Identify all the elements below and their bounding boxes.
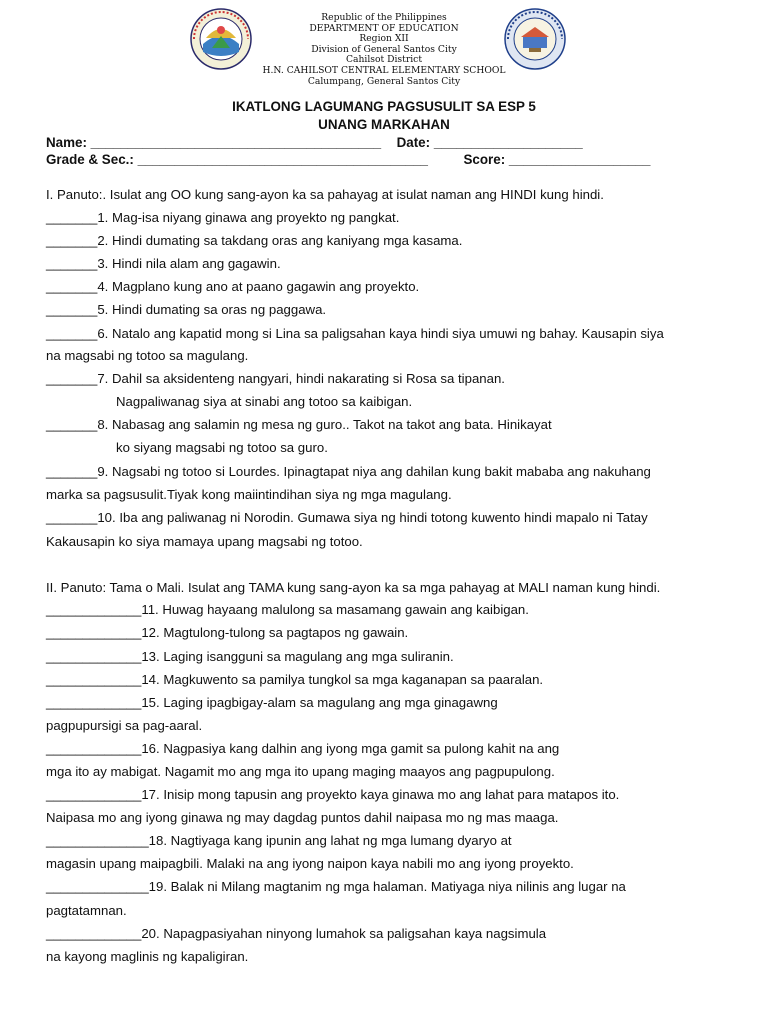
part1-item-continuation: na magsabi ng totoo sa magulang. bbox=[46, 348, 249, 363]
part2-item-continuation: na kayong maglinis ng kapaligiran. bbox=[46, 949, 249, 964]
part2-item: _____________14. Magkuwento sa pamilya tungkol sa mga kaganapan sa paaralan. bbox=[46, 672, 544, 687]
part2-item: ______________19. Balak ni Milang magtanim ng mga halaman. Matiyaga niya nilinis ang lugar na bbox=[46, 879, 626, 894]
part2-item-continuation: mga ito ay mabigat. Nagamit mo ang mga ito upang maging maayos ang pagpupulong. bbox=[46, 764, 555, 779]
part1-item: _______5. Hindi dumating sa oras ng paggawa. bbox=[46, 302, 327, 317]
letterhead-line: Republic of the Philippines bbox=[321, 12, 447, 23]
part1-item: _______10. Iba ang paliwanag ni Norodin. Gumawa siya ng hindi totong kuwento hindi mapalo ni Tatay bbox=[46, 510, 648, 525]
letterhead-line: Region XII bbox=[359, 33, 409, 45]
part2-item: _____________17. Inisip mong tapusin ang proyekto kaya ginawa mo ang lahat para matapos ito. bbox=[46, 787, 620, 802]
name-field[interactable]: _______________________________________ bbox=[90, 135, 382, 150]
part2-item: _____________11. Huwag hayaang malulong sa masamang gawain ang kaibigan. bbox=[46, 602, 529, 617]
part1-item-continuation: marka sa pagsusulit.Tiyak kong maiintindihan siya ng mga magulang. bbox=[46, 487, 452, 502]
exam-subtitle: UNANG MARKAHAN bbox=[318, 117, 450, 132]
part1-item: _______6. Natalo ang kapatid mong si Lina sa paligsahan kaya hindi siya umuwi ng bahay. Kausapin siya bbox=[46, 326, 664, 341]
part2-item-continuation: pagtatamnan. bbox=[46, 903, 127, 918]
name-label: Name: bbox=[46, 135, 87, 150]
part1-item-continuation: ko siyang magsabi ng totoo sa guro. bbox=[116, 440, 328, 455]
part2-instruction: II. Panuto: Tama o Mali. Isulat ang TAMA kung sang-ayon ka sa mga pahayag at MALI naman kung hindi. bbox=[46, 580, 661, 595]
part1-item: _______2. Hindi dumating sa takdang oras ang kaniyang mga kasama. bbox=[46, 233, 463, 248]
part1-item: _______7. Dahil sa aksidenteng nangyari, hindi nakarating si Rosa sa tipanan. bbox=[46, 371, 505, 386]
part1-item: _______8. Nabasag ang salamin ng mesa ng guro.. Takot na takot ang bata. Hinikayat bbox=[46, 417, 552, 432]
date-field[interactable]: ____________________ bbox=[433, 135, 583, 150]
part2-item-continuation: pagpupursigi sa pag-aaral. bbox=[46, 718, 203, 733]
letterhead-line: Calumpang, General Santos City bbox=[307, 75, 461, 87]
part2-item-continuation: Naipasa mo ang iyong ginawa ng may dagdag puntos dahil naipasa mo ng mas maaga. bbox=[46, 810, 559, 825]
part2-item: _____________13. Laging isangguni sa magulang ang mga suliranin. bbox=[46, 649, 454, 664]
part1-item: _______1. Mag-isa niyang ginawa ang proyekto ng pangkat. bbox=[46, 210, 400, 225]
part2-item: _____________20. Napagpasiyahan ninyong lumahok sa paligsahan kaya nagsimula bbox=[46, 926, 547, 941]
part1-item: _______9. Nagsabi ng totoo si Lourdes. Ipinagtapat niya ang dahilan kung bakit mababa ang nakuhang bbox=[46, 464, 651, 479]
part2-item: _____________15. Laging ipagbigay-alam sa magulang ang mga ginagawng bbox=[46, 695, 498, 710]
grade-field[interactable]: _______________________________________ bbox=[137, 152, 429, 167]
exam-title: IKATLONG LAGUMANG PAGSUSULIT SA ESP 5 bbox=[232, 99, 536, 114]
letterhead-line: Cahilsot District bbox=[345, 54, 423, 66]
part1-item-continuation: Nagpaliwanag siya at sinabi ang totoo sa kaibigan. bbox=[116, 394, 413, 409]
part1-item: _______3. Hindi nila alam ang gagawin. bbox=[46, 256, 281, 271]
part1-item: _______4. Magplano kung ano at paano gagawin ang proyekto. bbox=[46, 279, 420, 294]
grade-label: Grade & Sec.: bbox=[46, 152, 134, 167]
part1-instruction: I. Panuto:. Isulat ang OO kung sang-ayon ka sa pahayag at isulat naman ang HINDI kung hindi. bbox=[46, 187, 604, 202]
letterhead-line: DEPARTMENT OF EDUCATION bbox=[309, 22, 459, 34]
letterhead-line: Division of General Santos City bbox=[311, 43, 457, 55]
name-date-row bbox=[46, 135, 583, 150]
date-label: Date: bbox=[396, 135, 431, 150]
letterhead-line: H.N. CAHILSOT CENTRAL ELEMENTARY SCHOOL bbox=[262, 64, 506, 76]
part2-item: _____________16. Nagpasiya kang dalhin ang iyong mga gamit sa pulong kahit na ang bbox=[46, 741, 560, 756]
grade-score-row bbox=[46, 152, 650, 167]
part2-item: ______________18. Nagtiyaga kang ipunin ang lahat ng mga lumang dyaryo at bbox=[46, 833, 512, 848]
score-field[interactable]: ___________________ bbox=[508, 152, 651, 167]
part1-item-continuation: Kakausapin ko siya mamaya upang magsabi ng totoo. bbox=[46, 534, 363, 549]
part2-item: _____________12. Magtulong-tulong sa pagtapos ng gawain. bbox=[46, 625, 409, 640]
part2-item-continuation: magasin upang maipagbili. Malaki na ang iyong naipon kaya nabili mo ang iyong proyekto. bbox=[46, 856, 574, 871]
score-label: Score: bbox=[463, 152, 506, 167]
letterhead bbox=[0, 13, 768, 87]
